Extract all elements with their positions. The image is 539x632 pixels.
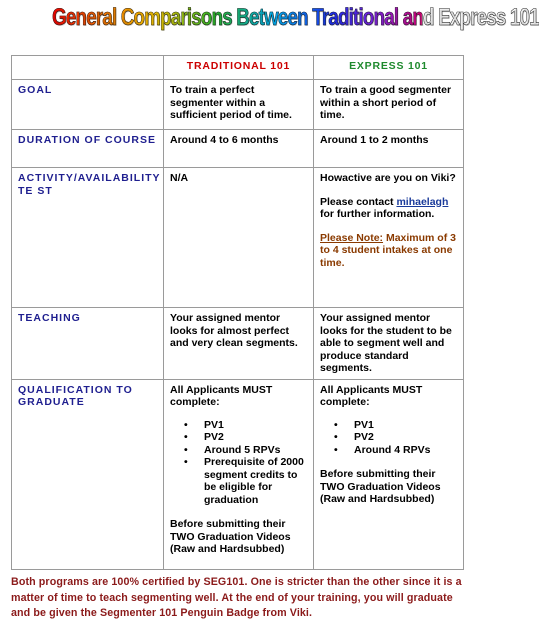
duration-traditional: Around 4 to 6 months (164, 130, 314, 168)
row-goal (12, 80, 464, 130)
qualification-traditional-cell (164, 379, 314, 570)
activity-note (320, 232, 457, 270)
list-item: • PV2 (334, 431, 457, 444)
row-label-duration: DURATION OF COURSE (12, 130, 164, 168)
row-label-teaching: TEACHING (12, 308, 164, 380)
activity-contact (320, 196, 457, 221)
header-empty-cell (12, 56, 164, 80)
list-item: • PV1 (334, 419, 457, 432)
mihaelagh-link[interactable]: mihaelagh (396, 195, 449, 208)
list-item: • Prerequisite of 2000 segment credits to be eligible for graduation (184, 456, 307, 506)
row-duration (12, 130, 464, 168)
activity-contact-pre: Please contact (320, 195, 397, 208)
list-item: • PV1 (184, 419, 307, 432)
activity-traditional: N/A (164, 168, 314, 308)
row-label-qualification: QUALIFICATION TO GRADUATE (12, 379, 164, 570)
activity-express-cell (314, 168, 464, 308)
duration-express: Around 1 to 2 months (314, 130, 464, 168)
row-label-activity: ACTIVITY/AVAILABILITY TE ST (12, 168, 164, 308)
activity-contact-post: for further information. (320, 208, 435, 220)
row-activity (12, 168, 464, 308)
qual-trad-outro: Before submitting their TWO Graduation Videos (Raw and Hardsubbed) (170, 518, 291, 555)
comparison-table (11, 55, 464, 570)
teaching-traditional: Your assigned mentor looks for almost perfect and very clean segments. (164, 308, 314, 380)
qual-exp-outro: Before submitting their TWO Graduation Videos (Raw and Hardsubbed) (320, 468, 441, 505)
teaching-express: Your assigned mentor looks for the student to be able to segment well and produce standard segments. (314, 308, 464, 380)
list-item: • Around 5 RPVs (184, 444, 307, 457)
activity-question: Howactive are you on Viki? (320, 172, 456, 184)
qual-trad-intro: All Applicants MUST complete: (170, 383, 273, 408)
row-label-goal: GOAL (12, 80, 164, 130)
list-item: • Around 4 RPVs (334, 444, 457, 457)
table-header-row (12, 56, 464, 80)
qual-trad-list (184, 419, 307, 507)
header-traditional: TRADITIONAL 101 (164, 56, 314, 80)
header-express: EXPRESS 101 (314, 56, 464, 80)
list-item: • PV2 (184, 431, 307, 444)
qual-exp-list (334, 419, 457, 457)
qual-exp-intro: All Applicants MUST complete: (320, 383, 423, 408)
note-label: Please Note: (320, 231, 384, 244)
goal-express: To train a good segmenter within a short period of time. (314, 80, 464, 130)
row-qualification (12, 379, 464, 570)
row-teaching (12, 308, 464, 380)
goal-traditional: To train a perfect segmenter within a sufficient period of time. (164, 80, 314, 130)
qualification-express-cell (314, 379, 464, 570)
footer-note: Both programs are 100% certified by SEG101. One is stricter than the other since it is a matter of time to teach segmenting well. At the end of your training, you will graduate and be given the Segmenter 101 Penguin Badge from Viki. (11, 576, 462, 619)
note-text: Maximum of 3 to 4 student intakes at one time. (320, 231, 456, 269)
page-title: General Comparisons Between Traditional and Express 101 (52, 4, 422, 42)
